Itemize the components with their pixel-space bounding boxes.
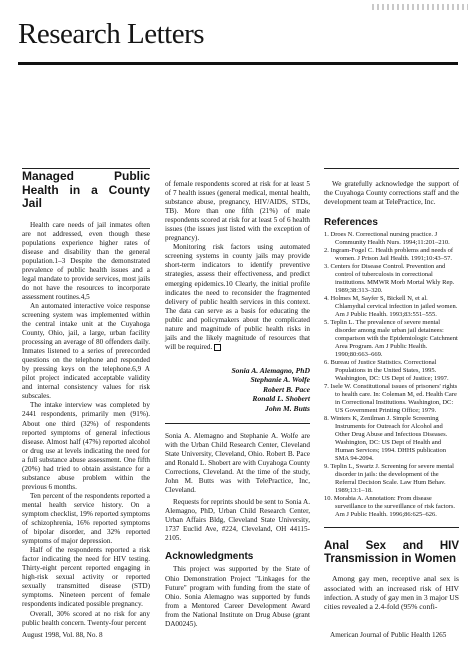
paragraph: Overall, 30% scored at no risk for any public health concern. Twenty-four percent bbox=[22, 609, 150, 627]
end-mark-icon bbox=[214, 344, 221, 351]
acknowledgments-continued: We gratefully acknowledge the support of the Cuyahoga County corrections staff and the development team at TelePractice, Inc. bbox=[324, 180, 459, 207]
author-name: Stephanie A. Wolfe bbox=[250, 375, 310, 385]
reprint-request: Requests for reprints should be sent to Sonia A. Alemagno, PhD, Urban Child Research Center, Urban Affairs Bldg, Cleveland State University, 1737 Euclid Ave, #224, Cleveland, OH 44115-2105. bbox=[165, 498, 310, 543]
reference-item: 3. Centers for Disease Control. Prevention and control of tuberculosis in correctional institutions. MMWR Morb Mortal Wkly Rep. 1989;38:313–320. bbox=[324, 263, 455, 295]
author-name: John M. Butts bbox=[265, 403, 310, 413]
affiliation-text: Sonia A. Alemagno and Stephanie A. Wolfe are with the Urban Child Research Center, Cleveland State University, Cleveland, Ohio. Robert B. Pace and Ronald L. Shobert are with Cuyahoga County Corrections, Cleveland. At the time of the study, John M. Butts was with TelePractice, Inc, Cleveland. bbox=[165, 431, 310, 495]
affiliation-block bbox=[165, 432, 310, 544]
reference-item: 4. Holmes M, Sayfer S, Bickell N, et al. Chlamydial cervical infection in jailed women. Am J Public Health. 1993;83:551–555. bbox=[324, 295, 458, 319]
column-1 bbox=[22, 170, 150, 628]
acknowledgments-heading: Acknowledgments bbox=[165, 551, 254, 563]
reference-item: 9. Teplin L, Swartz J. Screening for severe mental disorder in jails: the development of the Referral Decision Scale. Law Hum Behav. 1989;13:1–18. bbox=[324, 463, 454, 495]
paragraph: Half of the respondents reported a risk factor indicating the need for HIV testing. Thirty-eight percent reported engaging in high-risk sexual activity or reported sexually transmitted disease (STD) symptoms. Nineteen percent of female respondents indicated possible pregnancy. bbox=[22, 546, 150, 609]
section-title: Research Letters bbox=[18, 18, 205, 50]
article-title: Anal Sex and HIV Transmission in Women bbox=[324, 540, 459, 566]
author-signatures bbox=[165, 366, 310, 413]
article-title: Managed Public Health in a County Jail bbox=[22, 169, 150, 210]
footer-issue: August 1998, Vol. 88, No. 8 bbox=[22, 631, 103, 639]
reference-item: 2. Ingram-Fogel C. Health problems and needs of women. J Prison Jail Health. 1991;10:43–57. bbox=[324, 247, 454, 263]
author-name: Ronald L. Shobert bbox=[252, 394, 310, 404]
paragraph: The intake interview was completed by 2441 respondents, primarily men (91%). About one third (32%) of respondents reported symptoms of general infectious disease. Almost half (47%) reported alcohol or drug use at levels indicating the need for a full substance abuse assessment. One fifth (20%) had tried to obtain assistance for a substance abuse problem within the previous 6 months. bbox=[22, 401, 150, 491]
reference-item: 7. Isele W. Constitutional issues of prisoners' rights to health care. In: Coleman M, ed. Health Care in Correctional Institutions. Washington, DC: US Government Printing Office; 1979. bbox=[324, 383, 458, 415]
reference-item: 10. Morabia A. Annotation: From disease surveillance to the surveillance of risk factors. Am J Public Health. 1996;86:625–626. bbox=[324, 495, 456, 519]
author-name: Robert B. Pace bbox=[262, 384, 310, 394]
affiliation-rule bbox=[165, 423, 310, 424]
paragraph: Health care needs of jail inmates often are not addressed, even though these populations experience higher rates of disease and disability than the general population.1–3 Despite the demonstrated prevalence of public health issues and a legal mandate to provide services, most jails do not have the resources to incorporate assessment routines.4,5 bbox=[22, 220, 150, 301]
references-heading: References bbox=[324, 217, 378, 229]
reference-item: 8. Winters K, Zenilman J. Simple Screening Instruments for Outreach for Alcohol and Other Drug Abuse and Infectious Diseases. Washington, DC: US Dept of Health and Human Services; 1994. DHHS publication SMA 94-2094. bbox=[324, 415, 448, 463]
reference-item: 6. Bureau of Justice Statistics. Correctional Populations in the United States, 1995. Washington, DC: US Dept of Justice; 1997. bbox=[324, 359, 449, 383]
paragraph: Among gay men, receptive anal sex is associated with an increased risk of HIV infection. A study of gay men in 3 major US cities revealed a 2.4-fold (95% confi- bbox=[324, 574, 459, 612]
paragraph: Ten percent of the respondents reported a mental health service history. On a symptom checklist, 19% reported symptoms of schizophrenia, 16% reported symptoms of bipolar disorder, and 32% reported symptoms of major depression. bbox=[22, 491, 150, 546]
reference-list bbox=[324, 231, 459, 519]
acknowledgments-text: This project was supported by the State of Ohio Demonstration Project "Linkages for the Future" program with funding from the state of Ohio. Sonia Alemagno was supported by funds from a Mentored Career Development Award from the National Institute on Drug Abuse (grant DA00245). bbox=[165, 565, 310, 628]
author-name: Sonia A. Alemagno, PhD bbox=[231, 365, 310, 375]
paragraph: An automated interactive voice response screening system was implemented within the central intake unit at the Cuyahoga County, Ohio, jail, a large, urban facility processing an average of 80 offenders daily. Inmates listened to a series of prerecorded questions on the telephone and responded by pressing keys on the telephone.6,9 A pilot project indicated acceptable validity and internal consistency values for risk subscales. bbox=[22, 301, 150, 401]
column-2 bbox=[165, 180, 310, 629]
top-rule bbox=[18, 62, 458, 65]
column-3 bbox=[324, 180, 459, 612]
paragraph: of female respondents scored at risk for at least 5 of 7 health issues (general medical, mental health, substance abuse, pregnancy, HIV/AIDS, STDs, TB). More than one fifth (21%) of male respondents scored at risk for at least 5 of 6 health issues (the issues just listed with the exception of pregnancy). bbox=[165, 180, 310, 243]
article-divider bbox=[324, 527, 459, 528]
footer-journal-page: American Journal of Public Health 1265 bbox=[330, 631, 447, 639]
column-rule-3 bbox=[324, 168, 459, 169]
scan-artifact bbox=[372, 4, 468, 10]
reference-item: 5. Teplin L. The prevalence of severe mental disorder among male urban jail detainees: comparison with the Epidemiologic Catchment Area Program. Am J Public Health. 1990;80:663–669. bbox=[324, 319, 458, 359]
paragraph: Monitoring risk factors using automated screening systems in county jails may provide short-term indicators to identify preventive strategies, assess their effectiveness, and predict emerging epidemics.10 Clearly, the initial profile indicates the need to reconsider the fragmented delivery of public health services in this context. The data can serve as a basis for educating the public and policymakers about the complicated nature and magnitude of public health risks in jails and the likely magnitude of resources that will be required. bbox=[165, 243, 310, 351]
reference-item: 1. Droes N. Correctional nursing practice. J Community Health Nurs. 1994;11:201–210. bbox=[324, 231, 450, 247]
